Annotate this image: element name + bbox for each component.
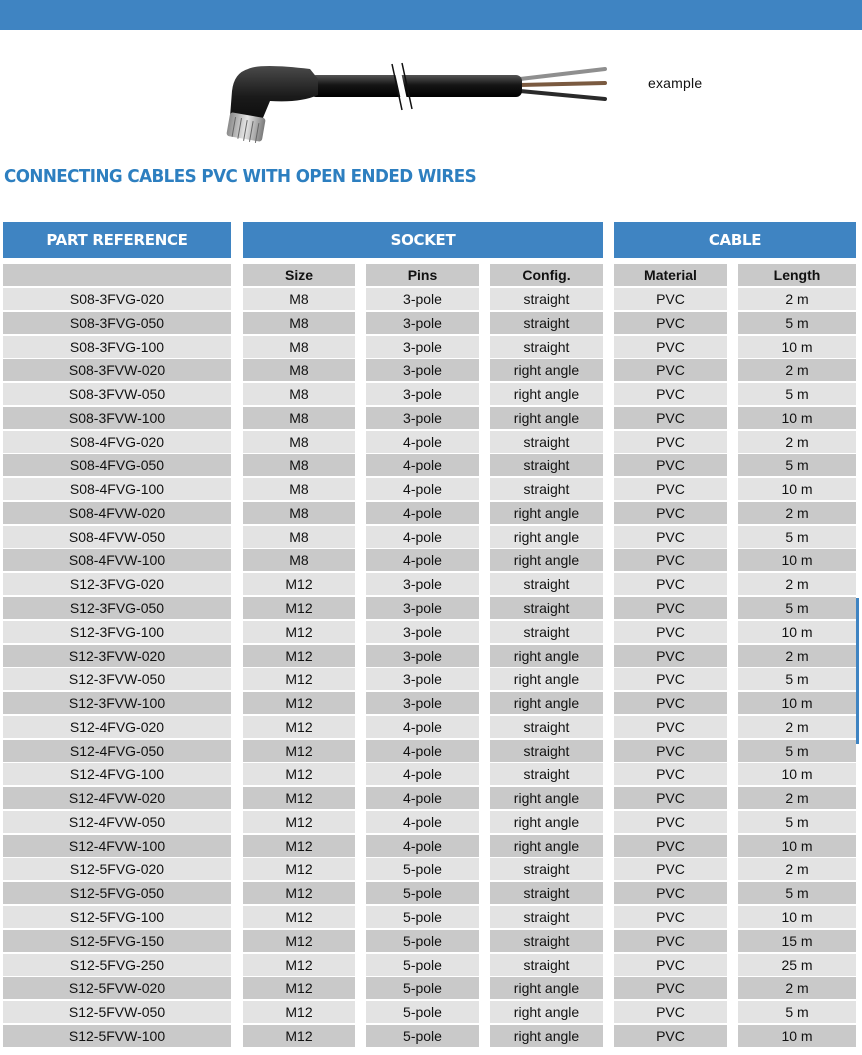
material-cell: PVC <box>614 454 727 476</box>
material-cell: PVC <box>614 383 727 405</box>
config-cell: straight <box>490 312 603 334</box>
config-cell: right angle <box>490 502 603 524</box>
length-cell: 10 m <box>738 1025 856 1047</box>
pins-cell: 4-pole <box>366 431 479 453</box>
material-cell: PVC <box>614 359 727 381</box>
length-cell: 5 m <box>738 882 856 904</box>
size-cell: M8 <box>243 478 355 500</box>
pins-cell: 4-pole <box>366 526 479 548</box>
length-cell: 10 m <box>738 336 856 358</box>
pins-cell: 4-pole <box>366 835 479 857</box>
size-cell: M12 <box>243 573 355 595</box>
size-cell: M8 <box>243 383 355 405</box>
config-cell: straight <box>490 858 603 880</box>
length-cell: 5 m <box>738 312 856 334</box>
config-cell: straight <box>490 763 603 785</box>
length-cell: 5 m <box>738 383 856 405</box>
size-cell: M12 <box>243 621 355 643</box>
length-cell: 2 m <box>738 359 856 381</box>
length-cell: 2 m <box>738 977 856 999</box>
length-cell: 2 m <box>738 288 856 310</box>
example-label: example <box>648 75 703 91</box>
config-cell: right angle <box>490 407 603 429</box>
part-reference-cell: S08-3FVG-020 <box>3 288 231 310</box>
length-cell: 10 m <box>738 549 856 571</box>
size-cell: M8 <box>243 312 355 334</box>
material-cell: PVC <box>614 549 727 571</box>
material-cell: PVC <box>614 1001 727 1023</box>
pins-cell: 4-pole <box>366 811 479 833</box>
material-cell: PVC <box>614 811 727 833</box>
pins-cell: 3-pole <box>366 312 479 334</box>
cable-header: CABLE <box>614 222 856 258</box>
part-reference-cell: S12-3FVW-050 <box>3 668 231 690</box>
pins-cell: 5-pole <box>366 954 479 976</box>
part-reference-cell: S12-5FVW-020 <box>3 977 231 999</box>
size-cell: M12 <box>243 930 355 952</box>
config-cell: straight <box>490 621 603 643</box>
size-cell: M8 <box>243 454 355 476</box>
config-cell: straight <box>490 906 603 928</box>
length-cell: 2 m <box>738 573 856 595</box>
size-cell: M8 <box>243 359 355 381</box>
pins-cell: 4-pole <box>366 740 479 762</box>
size-cell: M12 <box>243 763 355 785</box>
length-cell: 2 m <box>738 645 856 667</box>
material-cell: PVC <box>614 906 727 928</box>
material-cell: PVC <box>614 312 727 334</box>
part-reference-cell: S12-5FVG-020 <box>3 858 231 880</box>
config-cell: straight <box>490 954 603 976</box>
pins-cell: 3-pole <box>366 407 479 429</box>
size-cell: M12 <box>243 906 355 928</box>
config-cell: straight <box>490 740 603 762</box>
material-cell: PVC <box>614 597 727 619</box>
config-cell: right angle <box>490 692 603 714</box>
length-cell: 5 m <box>738 740 856 762</box>
size-cell: M12 <box>243 835 355 857</box>
material-cell: PVC <box>614 526 727 548</box>
part-reference-cell: S08-3FVG-100 <box>3 336 231 358</box>
part-reference-header: PART REFERENCE <box>3 222 231 258</box>
part-reference-cell: S12-4FVW-050 <box>3 811 231 833</box>
part-reference-cell: S08-3FVG-050 <box>3 312 231 334</box>
part-reference-cell: S08-4FVW-100 <box>3 549 231 571</box>
material-cell: PVC <box>614 288 727 310</box>
size-cell: M12 <box>243 1001 355 1023</box>
pins-cell: 3-pole <box>366 692 479 714</box>
length-cell: 10 m <box>738 478 856 500</box>
config-cell: right angle <box>490 1001 603 1023</box>
material-cell: PVC <box>614 858 727 880</box>
config-cell: right angle <box>490 383 603 405</box>
length-cell: 10 m <box>738 621 856 643</box>
size-cell: M12 <box>243 668 355 690</box>
config-cell: right angle <box>490 1025 603 1047</box>
size-cell: M12 <box>243 692 355 714</box>
length-cell: 2 m <box>738 716 856 738</box>
config-cell: right angle <box>490 645 603 667</box>
pins-cell: 4-pole <box>366 478 479 500</box>
material-cell: PVC <box>614 336 727 358</box>
material-cell: PVC <box>614 668 727 690</box>
material-cell: PVC <box>614 763 727 785</box>
pins-cell: 3-pole <box>366 288 479 310</box>
pins-cell: 5-pole <box>366 1025 479 1047</box>
length-cell: 15 m <box>738 930 856 952</box>
subheader-length: Length <box>738 264 856 286</box>
length-cell: 5 m <box>738 811 856 833</box>
size-cell: M12 <box>243 858 355 880</box>
size-cell: M12 <box>243 954 355 976</box>
material-cell: PVC <box>614 930 727 952</box>
part-reference-cell: S12-3FVG-050 <box>3 597 231 619</box>
pins-cell: 5-pole <box>366 906 479 928</box>
pins-cell: 4-pole <box>366 549 479 571</box>
part-reference-cell: S12-4FVW-100 <box>3 835 231 857</box>
right-edge-marker <box>856 598 859 744</box>
config-cell: right angle <box>490 668 603 690</box>
pins-cell: 5-pole <box>366 977 479 999</box>
config-cell: right angle <box>490 526 603 548</box>
part-reference-cell: S08-3FVW-020 <box>3 359 231 381</box>
size-cell: M12 <box>243 787 355 809</box>
pins-cell: 4-pole <box>366 716 479 738</box>
length-cell: 5 m <box>738 526 856 548</box>
config-cell: straight <box>490 573 603 595</box>
material-cell: PVC <box>614 787 727 809</box>
size-cell: M12 <box>243 740 355 762</box>
material-cell: PVC <box>614 882 727 904</box>
part-reference-cell: S12-3FVG-020 <box>3 573 231 595</box>
pins-cell: 5-pole <box>366 858 479 880</box>
length-cell: 2 m <box>738 787 856 809</box>
subheader-part <box>3 264 231 286</box>
part-reference-cell: S12-3FVW-100 <box>3 692 231 714</box>
material-cell: PVC <box>614 502 727 524</box>
config-cell: right angle <box>490 811 603 833</box>
page-title: CONNECTING CABLES PVC WITH OPEN ENDED WIRES <box>4 166 477 187</box>
pins-cell: 3-pole <box>366 573 479 595</box>
pins-cell: 4-pole <box>366 763 479 785</box>
size-cell: M8 <box>243 431 355 453</box>
config-cell: straight <box>490 716 603 738</box>
material-cell: PVC <box>614 1025 727 1047</box>
material-cell: PVC <box>614 621 727 643</box>
subheader-material: Material <box>614 264 727 286</box>
pins-cell: 3-pole <box>366 621 479 643</box>
connector-cable-photo <box>200 55 610 155</box>
length-cell: 5 m <box>738 1001 856 1023</box>
size-cell: M12 <box>243 811 355 833</box>
config-cell: straight <box>490 431 603 453</box>
top-accent-bar <box>0 0 862 30</box>
part-reference-cell: S08-3FVW-050 <box>3 383 231 405</box>
part-reference-cell: S12-4FVG-020 <box>3 716 231 738</box>
config-cell: straight <box>490 478 603 500</box>
pins-cell: 5-pole <box>366 1001 479 1023</box>
pins-cell: 3-pole <box>366 336 479 358</box>
pins-cell: 3-pole <box>366 645 479 667</box>
config-cell: right angle <box>490 787 603 809</box>
config-cell: right angle <box>490 359 603 381</box>
pins-cell: 3-pole <box>366 359 479 381</box>
length-cell: 5 m <box>738 454 856 476</box>
size-cell: M12 <box>243 597 355 619</box>
config-cell: right angle <box>490 977 603 999</box>
config-cell: right angle <box>490 835 603 857</box>
part-reference-cell: S12-4FVG-100 <box>3 763 231 785</box>
size-cell: M12 <box>243 882 355 904</box>
part-reference-cell: S08-4FVG-100 <box>3 478 231 500</box>
config-cell: right angle <box>490 549 603 571</box>
length-cell: 10 m <box>738 906 856 928</box>
material-cell: PVC <box>614 977 727 999</box>
part-reference-cell: S12-4FVG-050 <box>3 740 231 762</box>
pins-cell: 3-pole <box>366 668 479 690</box>
length-cell: 2 m <box>738 431 856 453</box>
size-cell: M12 <box>243 1025 355 1047</box>
config-cell: straight <box>490 336 603 358</box>
size-cell: M12 <box>243 716 355 738</box>
config-cell: straight <box>490 288 603 310</box>
pins-cell: 4-pole <box>366 502 479 524</box>
length-cell: 10 m <box>738 763 856 785</box>
pins-cell: 3-pole <box>366 383 479 405</box>
config-cell: straight <box>490 930 603 952</box>
material-cell: PVC <box>614 835 727 857</box>
material-cell: PVC <box>614 478 727 500</box>
pins-cell: 5-pole <box>366 930 479 952</box>
size-cell: M8 <box>243 336 355 358</box>
config-cell: straight <box>490 882 603 904</box>
material-cell: PVC <box>614 407 727 429</box>
part-reference-cell: S08-4FVG-020 <box>3 431 231 453</box>
part-reference-cell: S08-4FVW-050 <box>3 526 231 548</box>
pins-cell: 4-pole <box>366 454 479 476</box>
config-cell: straight <box>490 597 603 619</box>
length-cell: 10 m <box>738 835 856 857</box>
material-cell: PVC <box>614 954 727 976</box>
part-reference-cell: S08-4FVW-020 <box>3 502 231 524</box>
subheader-size: Size <box>243 264 355 286</box>
part-reference-cell: S12-5FVW-100 <box>3 1025 231 1047</box>
config-cell: straight <box>490 454 603 476</box>
size-cell: M8 <box>243 502 355 524</box>
subheader-config: Config. <box>490 264 603 286</box>
length-cell: 10 m <box>738 407 856 429</box>
part-reference-cell: S12-5FVG-100 <box>3 906 231 928</box>
part-reference-cell: S12-5FVG-250 <box>3 954 231 976</box>
part-reference-cell: S08-4FVG-050 <box>3 454 231 476</box>
pins-cell: 3-pole <box>366 597 479 619</box>
size-cell: M8 <box>243 288 355 310</box>
length-cell: 10 m <box>738 692 856 714</box>
size-cell: M8 <box>243 526 355 548</box>
material-cell: PVC <box>614 692 727 714</box>
part-reference-cell: S12-5FVG-150 <box>3 930 231 952</box>
length-cell: 25 m <box>738 954 856 976</box>
part-reference-cell: S12-3FVW-020 <box>3 645 231 667</box>
material-cell: PVC <box>614 431 727 453</box>
length-cell: 5 m <box>738 668 856 690</box>
part-reference-cell: S12-3FVG-100 <box>3 621 231 643</box>
pins-cell: 4-pole <box>366 787 479 809</box>
subheader-pins: Pins <box>366 264 479 286</box>
size-cell: M8 <box>243 407 355 429</box>
length-cell: 2 m <box>738 502 856 524</box>
length-cell: 5 m <box>738 597 856 619</box>
part-reference-cell: S12-4FVW-020 <box>3 787 231 809</box>
material-cell: PVC <box>614 740 727 762</box>
socket-header: SOCKET <box>243 222 603 258</box>
size-cell: M8 <box>243 549 355 571</box>
size-cell: M12 <box>243 977 355 999</box>
part-reference-cell: S08-3FVW-100 <box>3 407 231 429</box>
length-cell: 2 m <box>738 858 856 880</box>
pins-cell: 5-pole <box>366 882 479 904</box>
part-reference-cell: S12-5FVG-050 <box>3 882 231 904</box>
material-cell: PVC <box>614 716 727 738</box>
part-reference-cell: S12-5FVW-050 <box>3 1001 231 1023</box>
material-cell: PVC <box>614 573 727 595</box>
material-cell: PVC <box>614 645 727 667</box>
size-cell: M12 <box>243 645 355 667</box>
